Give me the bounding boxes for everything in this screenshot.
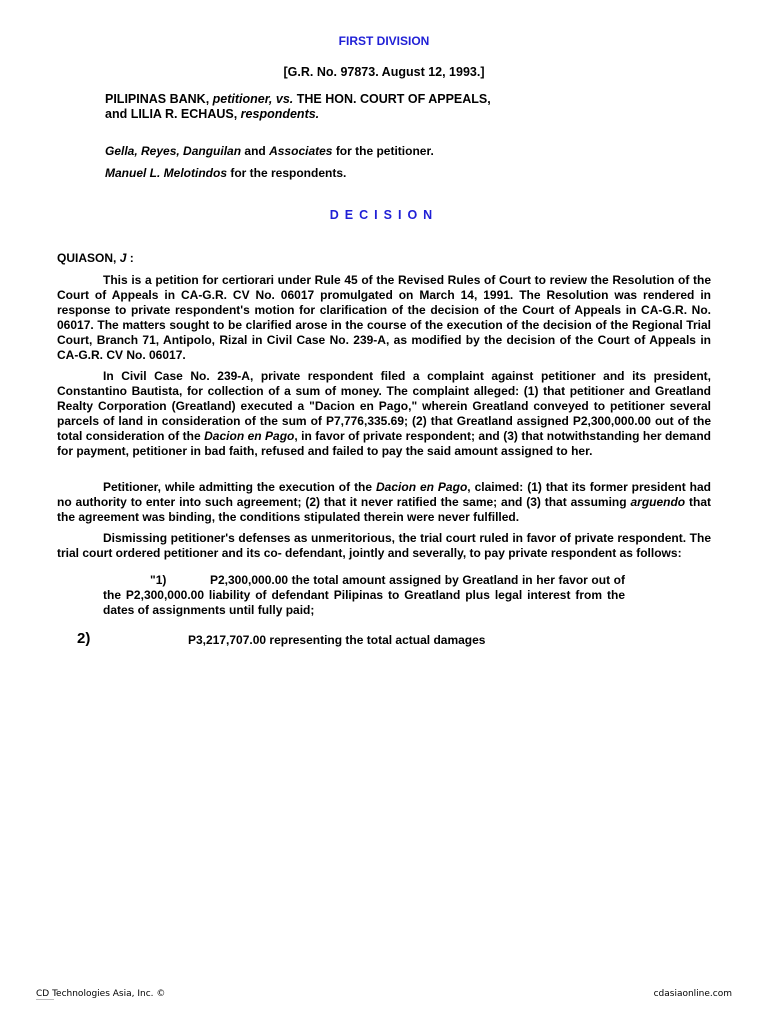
paragraph-2-text-b: , in favor of private respondent; and (3) that notwithstanding her demand for payment, petitioner in bad faith, refused and failed to pay the said amount assigned to her. xyxy=(57,429,711,458)
paragraph-3-text-a: Petitioner, while admitting the execution of the xyxy=(103,480,373,494)
petitioner-role: petitioner, vs. xyxy=(212,92,294,106)
footer-website: cdasiaonline.com xyxy=(653,989,732,999)
counsel-respondent-name: Manuel L. Melotindos xyxy=(105,166,227,180)
respondent-name-2: and LILIA R. ECHAUS, xyxy=(105,107,238,121)
judge-colon: : xyxy=(129,251,134,265)
list-item-2-number: 2) xyxy=(77,630,91,647)
paragraph-3-italic-2: arguendo xyxy=(630,495,686,509)
respondent-name: THE HON. COURT OF APPEALS, xyxy=(296,92,491,106)
paragraph-4-text: Dismissing petitioner's defenses as unmeritorious, the trial court ruled in favor of private respondent. The trial court ordered petitioner and its co- defendant, jointly and severally, to pay private respondent as follows: xyxy=(57,531,711,560)
counsel-petitioner-firm: Associates xyxy=(269,144,333,158)
paragraph-3-text-b: , claimed: (1) that its former president had no authority to enter into such agreement; (2) that it never ratified the same; and (3) that assuming xyxy=(57,480,711,509)
case-parties xyxy=(105,92,645,122)
paragraph-3-italic: Dacion en Pago xyxy=(376,480,468,494)
counsel-respondent-role: for the respondents. xyxy=(230,166,347,180)
counsel-petitioner-role: for the petitioner. xyxy=(335,144,434,158)
decision-heading: DECISION xyxy=(329,208,439,222)
list-item-1-text: P2,300,000.00 the total amount assigned by Greatland in her favor out of the P2,300,000.00 liability of defendant Pilipinas to Greatland plus legal interest from the dates of assignments until fully paid; xyxy=(103,573,625,617)
division-heading: FIRST DIVISION xyxy=(338,34,430,48)
counsel-respondent xyxy=(105,166,346,180)
judge-title: J xyxy=(119,251,127,265)
counsel-petitioner-and: and xyxy=(244,144,266,158)
footer-divider xyxy=(36,999,54,1000)
judge-name: QUIASON, xyxy=(57,251,117,265)
paragraph-3-text-c: that the agreement was binding, the conditions stipulated therein were never fulfilled. xyxy=(57,495,711,524)
list-item-1 xyxy=(103,573,625,618)
paragraph-2-italic: Dacion en Pago xyxy=(204,429,295,443)
footer-publisher: CD Technologies Asia, Inc. © xyxy=(36,989,166,999)
ponente xyxy=(57,251,134,265)
paragraph-2 xyxy=(57,369,711,459)
paragraph-1 xyxy=(57,273,711,363)
case-number: [G.R. No. 97873. August 12, 1993.] xyxy=(283,65,485,79)
counsel-petitioner xyxy=(105,144,434,158)
petitioner-name: PILIPINAS BANK, xyxy=(105,92,210,106)
list-item-1-number: "1) xyxy=(150,573,167,587)
paragraph-3 xyxy=(57,480,711,525)
paragraph-4 xyxy=(57,531,711,561)
respondent-role: respondents. xyxy=(240,107,320,121)
counsel-petitioner-name: Gella, Reyes, Danguilan xyxy=(105,144,242,158)
list-item-2-text: P3,217,707.00 representing the total actual damages xyxy=(188,633,486,647)
paragraph-2-text-a: In Civil Case No. 239-A, private respondent filed a complaint against petitioner and its president, Constantino Bautista, for collection of a sum of money. The complaint alleged: (1) that petitioner and Greatland Realty Corporation (Greatland) executed a "Dacion en Pago," wherein Greatland conveyed to petitioner several parcels of land in consideration of the sum of P7,776,335.69; (2) that Greatland assigned P2,300,000.00 out of the total consideration of the xyxy=(57,369,711,443)
paragraph-1-text: This is a petition for certiorari under Rule 45 of the Revised Rules of Court to review the Resolution of the Court of Appeals in CA-G.R. CV No. 06017 promulgated on March 14, 1991. The Resolution was rendered in response to private respondent's motion for clarification of the decision of the Court of Appeals in CA-G.R. No. 06017. The matters sought to be clarified arose in the course of the execution of the decision of the Regional Trial Court, Branch 71, Antipolo, Rizal in Civil Case No. 239-A, as modified by the decision of the Court of Appeals in CA-G.R. CV No. 06017. xyxy=(57,273,711,362)
